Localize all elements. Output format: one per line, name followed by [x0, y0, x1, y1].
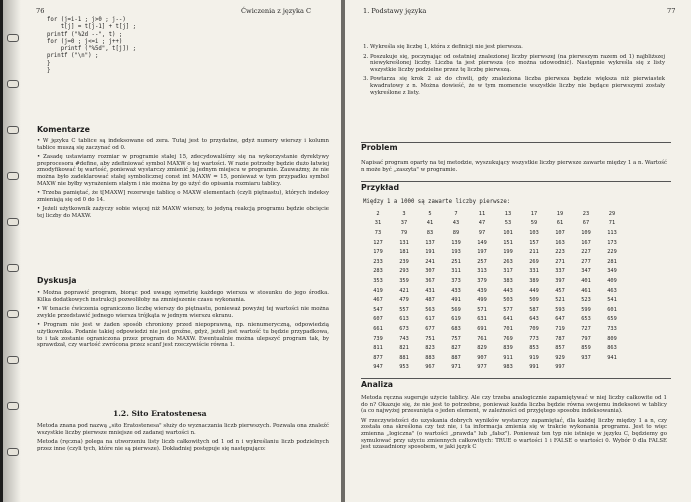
divider [361, 181, 671, 182]
prime-cell: 281 [607, 258, 617, 265]
prime-cell: 373 [451, 277, 461, 284]
prime-cell: 659 [607, 316, 617, 323]
prime-cell: 131 [399, 239, 409, 246]
prime-cell: 181 [399, 249, 409, 256]
prime-cell: 349 [607, 268, 617, 275]
prime-cell: 881 [399, 354, 409, 361]
prime-cell: 929 [555, 354, 565, 361]
primes-table [365, 209, 625, 372]
prime-cell: 311 [451, 268, 461, 275]
prime-cell: 941 [607, 354, 617, 361]
prime-cell: 521 [555, 297, 565, 304]
prime-cell: 487 [425, 297, 435, 304]
table-row [365, 257, 625, 267]
prime-cell: 269 [529, 258, 539, 265]
prime-cell: 991 [529, 364, 539, 371]
prime-cell: 691 [477, 325, 487, 332]
table-row [365, 238, 625, 248]
left-page [3, 0, 341, 502]
prime-cell: 23 [582, 210, 590, 217]
table-row [365, 353, 625, 363]
comment-paragraph: • Jeżeli użytkownik zażyczy sobie więcej niż MAXW wierszy, to jedyną reakcją programu będzie obcięcie tej liczby do MAXW. [37, 206, 329, 219]
prime-cell: 433 [451, 287, 461, 294]
prime-cell: 347 [581, 268, 591, 275]
prime-cell: 409 [607, 277, 617, 284]
prime-cell: 449 [529, 287, 539, 294]
prime-cell: 71 [608, 220, 616, 227]
prime-cell: 463 [607, 287, 617, 294]
prime-cell: 823 [425, 345, 435, 352]
problem-paragraph: Napisać program oparty na tej metodzie, wyszukujący wszystkie liczby pierwsze zawarte między 1 a n. Wartość n może być „zaszyta" w programie. [361, 160, 667, 173]
prime-cell: 797 [581, 335, 591, 342]
prime-cell: 103 [529, 229, 539, 236]
prime-cell: 907 [477, 354, 487, 361]
prime-cell: 107 [555, 229, 565, 236]
prime-cell: 683 [451, 325, 461, 332]
prime-cell: 163 [555, 239, 565, 246]
prime-cell: 919 [529, 354, 539, 361]
prime-cell: 31 [374, 220, 382, 227]
prime-cell: 587 [529, 306, 539, 313]
prime-cell: 379 [477, 277, 487, 284]
prime-cell: 983 [503, 364, 513, 371]
prime-cell: 257 [477, 258, 487, 265]
prime-cell: 157 [529, 239, 539, 246]
sieve-paragraph: Metoda znana pod nazwą „sito Eratostenesa" służy do wyznaczania liczb pierwszych. Pozwala ona znaleźć wszystkie liczby pierwsze mniejsze od zadanej wartości n. [37, 423, 329, 436]
discussion-paragraph: • Można poprawić program, biorąc pod uwagę symetrię każdego wiersza w stosunku do jego środka. Kilka dodatkowych instrukcji pozwoliłoby na zmniejszenie czasu wykonania. [37, 290, 329, 303]
prime-cell: 79 [400, 229, 408, 236]
prime-cell: 83 [426, 229, 434, 236]
prime-cell: 239 [399, 258, 409, 265]
prime-cell: 821 [399, 345, 409, 352]
prime-cell: 233 [373, 258, 383, 265]
prime-cell: 613 [399, 316, 409, 323]
prime-cell: 197 [477, 249, 487, 256]
table-row [365, 305, 625, 315]
prime-cell: 89 [452, 229, 460, 236]
prime-cell: 877 [373, 354, 383, 361]
prime-cell: 47 [478, 220, 486, 227]
analysis-paragraph: Metoda ręczna sugeruje użycie tablicy. Ale czy trzeba analogicznie zapamiętywać w niej liczby całkowite od 1 do n? Okazuje się, że nie jest to potrzebne, ponieważ każda liczba będzie równa swojemu indeksowi w tablicy (a co najwyżej przesunięta o jeden element, w zależności od przyjętego sposobu indeksowania). [361, 395, 667, 415]
table-row [365, 286, 625, 296]
prime-cell: 751 [425, 335, 435, 342]
prime-cell: 439 [477, 287, 487, 294]
prime-cell: 11 [478, 210, 486, 217]
section-heading-problem: Problem [361, 143, 398, 152]
prime-cell: 173 [607, 239, 617, 246]
prime-cell: 59 [530, 220, 538, 227]
prime-cell: 113 [607, 229, 617, 236]
prime-cell: 727 [581, 325, 591, 332]
prime-cell: 359 [399, 277, 409, 284]
prime-cell: 491 [451, 297, 461, 304]
table-row [365, 363, 625, 373]
prime-cell: 719 [555, 325, 565, 332]
section-heading-dyskusja: Dyskusja [37, 276, 77, 285]
prime-cell: 601 [607, 306, 617, 313]
table-row [365, 247, 625, 257]
prime-cell: 151 [503, 239, 513, 246]
step-item: 2. Poszukuje się, poczynając od ostatniej znalezionej liczby pierwszej (na pierwszym razem od 1) najbliższej niewykreślonej liczby. Liczba ta jest pierwsza (co można udowodnić). Następnie wykreśla się z listy wszystkie liczby podzielne przez tę liczbę pierwszą. [370, 54, 665, 74]
sieve-steps [361, 44, 665, 99]
prime-cell: 739 [373, 335, 383, 342]
prime-cell: 911 [503, 354, 513, 361]
prime-cell: 29 [608, 210, 616, 217]
prime-cell: 479 [399, 297, 409, 304]
prime-cell: 179 [373, 249, 383, 256]
prime-cell: 569 [451, 306, 461, 313]
prime-cell: 251 [451, 258, 461, 265]
prime-cell: 229 [607, 249, 617, 256]
prime-cell: 563 [425, 306, 435, 313]
prime-cell: 887 [451, 354, 461, 361]
prime-cell: 67 [582, 220, 590, 227]
prime-cell: 599 [581, 306, 591, 313]
prime-cell: 211 [529, 249, 539, 256]
prime-cell: 5 [428, 210, 432, 217]
prime-cell: 773 [529, 335, 539, 342]
prime-cell: 127 [373, 239, 383, 246]
analysis-body [361, 395, 667, 454]
prime-cell: 997 [555, 364, 565, 371]
code-listing: for (j=i-1 ; j>0 ; j--) t[j] = t[j-1] + t[j] ; printf ("%2d --", t) ; for (j=0 ; j<=i ; j++) printf ("%5d", t[j]) ; printf ("\n") ; } } [47, 17, 137, 75]
table-row [365, 315, 625, 325]
prime-cell: 241 [425, 258, 435, 265]
prime-cell: 313 [477, 268, 487, 275]
prime-cell: 709 [529, 325, 539, 332]
prime-cell: 271 [555, 258, 565, 265]
prime-cell: 547 [373, 306, 383, 313]
prime-cell: 647 [555, 316, 565, 323]
page-number: 76 [36, 7, 45, 15]
prime-cell: 317 [503, 268, 513, 275]
prime-cell: 673 [399, 325, 409, 332]
prime-cell: 571 [477, 306, 487, 313]
prime-cell: 97 [478, 229, 486, 236]
prime-cell: 337 [555, 268, 565, 275]
prime-cell: 757 [451, 335, 461, 342]
discussion-paragraph: • Program nie jest w żaden sposób chroniony przed niepoprawną, np. nienumeryczną, odpowiedzią użytkownika. Podanie takiej odpowiedzi nie jest groźne, gdyż, jeżeli jest wartość tu będzie przypadkowa, to i tak zostanie ograniczona przez program do MAXW. Ewentualnie można ulepszyć program tak, by sprawdzał, czy wartość zwrócona przez scanf jest rzeczywiście równa 1. [37, 322, 329, 349]
prime-cell: 17 [530, 210, 538, 217]
prime-cell: 967 [425, 364, 435, 371]
prime-cell: 19 [556, 210, 564, 217]
prime-cell: 367 [425, 277, 435, 284]
running-head: 1. Podstawy języka [363, 7, 427, 15]
table-row [365, 324, 625, 334]
prime-cell: 499 [477, 297, 487, 304]
prime-cell: 61 [556, 220, 564, 227]
problem-body [361, 160, 667, 176]
prime-cell: 109 [581, 229, 591, 236]
step-item: 3. Powtarza się krok 2 aż do chwili, gdy znaleziona liczba pierwsza będzie większa niż pierwiastek kwadratowy z n. Można dowieść, że w tym momencie wszystkie liczby nie będące pierwszymi zostały wykreślone z listy. [370, 76, 665, 96]
prime-cell: 283 [373, 268, 383, 275]
prime-cell: 839 [503, 345, 513, 352]
section-heading-przyklad: Przykład [361, 183, 400, 192]
step-item: 1. Wykreśla się liczbę 1, która z definicji nie jest pierwsza. [370, 44, 665, 51]
table-row [365, 209, 625, 219]
prime-cell: 101 [503, 229, 513, 236]
prime-cell: 787 [555, 335, 565, 342]
prime-cell: 137 [425, 239, 435, 246]
sieve-paragraph: Metoda (ręczna) polega na utworzeniu listy liczb całkowitych od 1 od n i wykreślaniu liczb podzielnych przez inne (czyli tych, które nie są pierwsze). Dokładniej postępuje się następująco: [37, 439, 329, 452]
prime-cell: 397 [555, 277, 565, 284]
prime-cell: 421 [399, 287, 409, 294]
prime-cell: 53 [504, 220, 512, 227]
right-page [345, 0, 691, 502]
sieve-intro [37, 423, 329, 455]
prime-cell: 541 [607, 297, 617, 304]
prime-cell: 677 [425, 325, 435, 332]
prime-cell: 643 [529, 316, 539, 323]
prime-cell: 3 [402, 210, 406, 217]
running-head: Ćwiczenia z języka C [241, 7, 312, 15]
prime-cell: 401 [581, 277, 591, 284]
prime-cell: 431 [425, 287, 435, 294]
prime-cell: 467 [373, 297, 383, 304]
section-heading-analiza: Analiza [361, 380, 393, 389]
prime-cell: 863 [607, 345, 617, 352]
table-row [365, 276, 625, 286]
prime-cell: 13 [504, 210, 512, 217]
prime-cell: 293 [399, 268, 409, 275]
prime-cell: 443 [503, 287, 513, 294]
prime-cell: 41 [426, 220, 434, 227]
comments-body [37, 138, 329, 223]
prime-cell: 509 [529, 297, 539, 304]
table-row [365, 295, 625, 305]
prime-cell: 857 [555, 345, 565, 352]
prime-cell: 457 [555, 287, 565, 294]
table-row [365, 228, 625, 238]
prime-cell: 827 [451, 345, 461, 352]
analysis-paragraph: W rzeczywistości do uzyskania dobrych wyników wystarczy zapamiętać, dla każdej liczby między 1 a n, czy została ona skreślona czy też nie, i ta informacja zmienia się w trakcie wykonania programu. Jest to więc zmienna „logiczna" (o wartości „prawda" lub „fałsz"). Ponieważ ten typ nie istnieje w języku C, będziemy go symulować przy użyciu zmiennych całkowitych: TRUE o wartości 1 i FALSE o wartości 0. Wybór 0 dla FALSE jest uzasadniony sposobem, w jaki język C [361, 417, 667, 451]
table-row [365, 267, 625, 277]
prime-cell: 503 [503, 297, 513, 304]
prime-cell: 227 [581, 249, 591, 256]
prime-cell: 859 [581, 345, 591, 352]
table-row [365, 219, 625, 229]
example-heading: Między 1 a 1000 są zawarte liczby pierwsze: [363, 199, 511, 205]
prime-cell: 419 [373, 287, 383, 294]
prime-cell: 389 [529, 277, 539, 284]
prime-cell: 947 [373, 364, 383, 371]
section-heading-komentarze: Komentarze [37, 125, 90, 134]
prime-cell: 331 [529, 268, 539, 275]
prime-cell: 277 [581, 258, 591, 265]
prime-cell: 829 [477, 345, 487, 352]
prime-cell: 641 [503, 316, 513, 323]
prime-cell: 977 [477, 364, 487, 371]
prime-cell: 619 [451, 316, 461, 323]
prime-cell: 7 [454, 210, 458, 217]
prime-cell: 43 [452, 220, 460, 227]
page-number: 77 [667, 7, 676, 15]
prime-cell: 769 [503, 335, 513, 342]
prime-cell: 653 [581, 316, 591, 323]
page-shadow [3, 0, 21, 502]
prime-cell: 523 [581, 297, 591, 304]
prime-cell: 593 [555, 306, 565, 313]
table-row [365, 334, 625, 344]
divider [361, 142, 671, 143]
prime-cell: 853 [529, 345, 539, 352]
prime-cell: 353 [373, 277, 383, 284]
discussion-body [37, 290, 329, 352]
prime-cell: 661 [373, 325, 383, 332]
comment-paragraph: • Zasadę ustawiamy rozmiar w programie stałej 15, zdecydowaliśmy się na wykorzystanie dyrektywy preprocesora #define, aby zdefiniować symbol MAXW o tej wartości. W razie potrzeby będzie dużo łatwiej zmodyfikować tę wartość, ponieważ wystarczy zmienić ją jednym miejscu w programie. Zauważmy, że nie można było zadeklarować stałej symbolicznej const int MAXW = 15, ponieważ w tym przypadku symbol MAXW nie byłby wyrażeniem stałym i nie można by go użyć do opisania rozmiaru tablicy. [37, 154, 329, 187]
prime-cell: 263 [503, 258, 513, 265]
prime-cell: 883 [425, 354, 435, 361]
prime-cell: 631 [477, 316, 487, 323]
prime-cell: 953 [399, 364, 409, 371]
prime-cell: 937 [581, 354, 591, 361]
prime-cell: 139 [451, 239, 461, 246]
prime-cell: 607 [373, 316, 383, 323]
prime-cell: 223 [555, 249, 565, 256]
prime-cell: 167 [581, 239, 591, 246]
comment-paragraph: • Trzeba pamiętać, że t[MAXW] rezerwuje tablicę o MAXW elementach (czyli piętnastu), których indeksy zmieniają się od 0 do 14. [37, 190, 329, 203]
prime-cell [599, 363, 625, 373]
prime-cell: 193 [451, 249, 461, 256]
prime-cell: 701 [503, 325, 513, 332]
discussion-paragraph: • W tenacie ćwiczenia ograniczono liczbę wierszy do piętnastu, ponieważ powyżej tej wartości nie można zwykle przedstawić jednego wiersza trójkąta w jednym wierszu ekranu. [37, 306, 329, 319]
prime-cell: 809 [607, 335, 617, 342]
prime-cell: 199 [503, 249, 513, 256]
prime-cell: 2 [376, 210, 380, 217]
prime-cell: 743 [399, 335, 409, 342]
prime-cell: 733 [607, 325, 617, 332]
table-row [365, 343, 625, 353]
prime-cell: 617 [425, 316, 435, 323]
divider [361, 378, 671, 379]
prime-cell: 307 [425, 268, 435, 275]
prime-cell: 149 [477, 239, 487, 246]
prime-cell: 73 [374, 229, 382, 236]
prime-cell: 461 [581, 287, 591, 294]
comment-paragraph: • W języku C tablice są indeksowane od zera. Tutaj jest to przydatne, gdyż numery wierszy i kolumn tablice muszą się zaczynać od 0. [37, 138, 329, 151]
prime-cell: 811 [373, 345, 383, 352]
prime-cell: 191 [425, 249, 435, 256]
prime-cell: 577 [503, 306, 513, 313]
prime-cell [573, 363, 599, 373]
prime-cell: 557 [399, 306, 409, 313]
prime-cell: 971 [451, 364, 461, 371]
prime-cell: 37 [400, 220, 408, 227]
prime-cell: 383 [503, 277, 513, 284]
subsection-heading: 1.2. Sito Eratostenesa [113, 409, 207, 418]
prime-cell: 761 [477, 335, 487, 342]
